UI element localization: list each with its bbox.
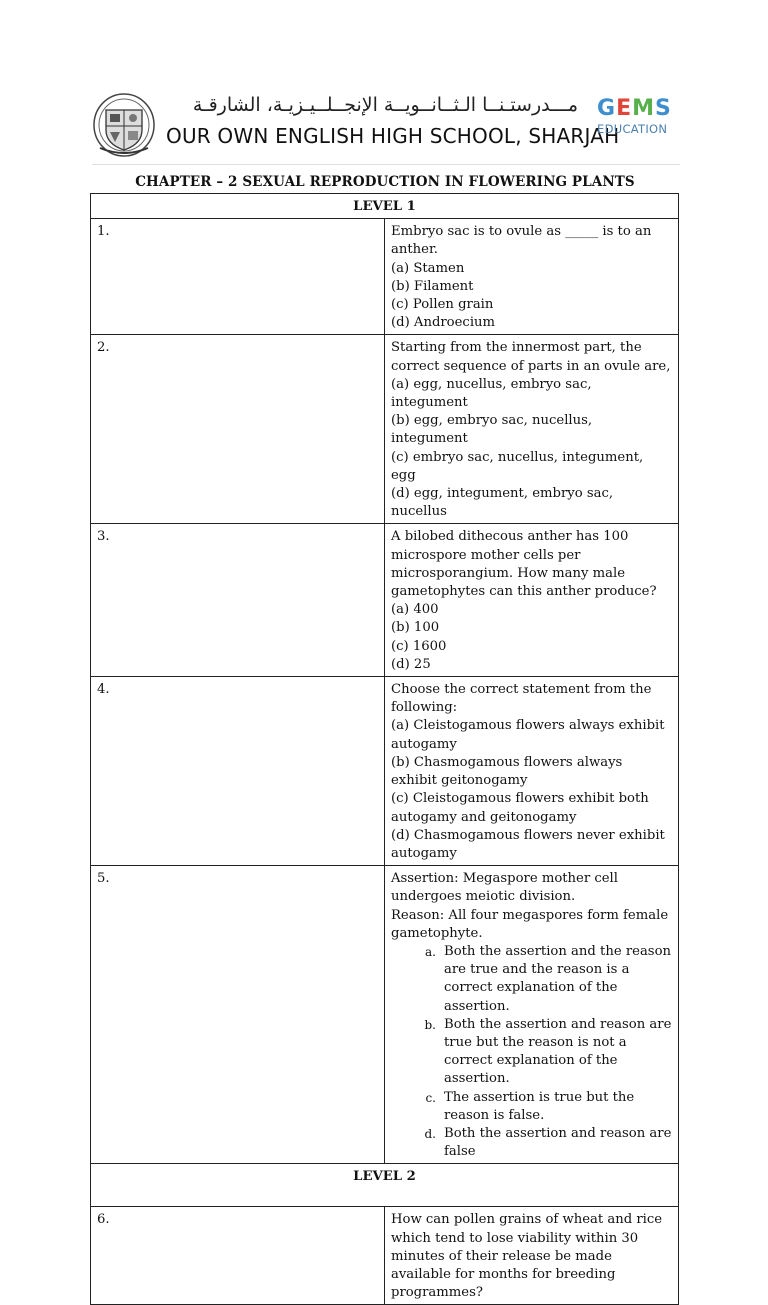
option-c: (c) 1600 xyxy=(391,638,447,654)
question-number: 3. xyxy=(91,524,385,677)
option-text: The assertion is true but the reason is false. xyxy=(444,1089,635,1123)
school-name: OUR OWN ENGLISH HIGH SCHOOL, SHARJAH xyxy=(166,124,620,148)
reason-text: Reason: All four megaspores form female gametophyte. xyxy=(391,907,669,941)
gems-subtitle: EDUCATION xyxy=(597,122,668,136)
gems-education-logo xyxy=(597,98,677,146)
question-row xyxy=(91,677,679,866)
option-b xyxy=(391,1016,672,1089)
question-text: A bilobed dithecous anther has 100 microspore mother cells per microsporangium. How many male gametophytes can this anther produce? xyxy=(391,529,657,600)
question-row xyxy=(91,219,679,335)
gems-letter-s: S xyxy=(655,96,671,121)
option-label: b. xyxy=(424,1017,436,1032)
option-b: (b) Filament xyxy=(391,278,474,294)
assertion-text: Assertion: Megaspore mother cell undergoes meiotic division. xyxy=(391,871,618,905)
question-body xyxy=(385,866,679,1164)
question-body xyxy=(385,1207,679,1305)
option-c xyxy=(391,1089,672,1125)
question-number: 2. xyxy=(91,335,385,524)
level-1-heading: LEVEL 1 xyxy=(91,194,679,219)
option-label: c. xyxy=(425,1090,436,1105)
question-row xyxy=(91,335,679,524)
school-header xyxy=(92,88,682,164)
option-c: (c) Pollen grain xyxy=(391,297,494,313)
question-body xyxy=(385,524,679,677)
gems-letter-e: E xyxy=(616,96,632,121)
level-row xyxy=(91,194,679,219)
option-text: Both the assertion and reason are true but the reason is not a correct explanation of the assertion. xyxy=(444,1016,672,1087)
header-divider xyxy=(92,164,680,165)
question-row xyxy=(91,866,679,1164)
option-text: Both the assertion and reason are false xyxy=(444,1125,672,1160)
level-row xyxy=(91,1164,679,1207)
option-label: a. xyxy=(425,944,436,959)
question-text: Starting from the innermost part, the correct sequence of parts in an ovule are, xyxy=(391,340,671,374)
school-crest-logo xyxy=(92,92,156,158)
option-d: (d) egg, integument, embryo sac, nucellus xyxy=(391,486,614,520)
question-number: 4. xyxy=(91,677,385,866)
question-body xyxy=(385,335,679,524)
option-d: (d) Chasmogamous flowers never exhibit autogamy xyxy=(391,827,665,861)
question-text: Embryo sac is to ovule as _____ is to an anther. xyxy=(391,224,652,258)
option-d: (d) Androecium xyxy=(391,315,496,331)
option-b: (b) Chasmogamous flowers always exhibit geitonogamy xyxy=(391,754,623,789)
option-a: (a) egg, nucellus, embryo sac, integument xyxy=(391,376,592,411)
option-a: (a) 400 xyxy=(391,602,439,618)
question-number: 1. xyxy=(91,219,385,335)
option-a: (a) Stamen xyxy=(391,260,465,276)
chapter-title: CHAPTER – 2 SEXUAL REPRODUCTION IN FLOWERING PLANTS xyxy=(135,174,635,190)
question-body xyxy=(385,677,679,866)
option-d xyxy=(391,1125,672,1161)
gems-letter-g: G xyxy=(597,96,616,121)
option-c: (c) embryo sac, nucellus, integument, egg xyxy=(391,449,644,483)
school-name-arabic: مـــدرستـنــا الـثــانــويــة الإنجــلــيـزيـة، الشارقـة xyxy=(192,94,578,116)
question-text: Choose the correct statement from the following: xyxy=(391,682,652,716)
option-label: d. xyxy=(424,1126,436,1141)
question-row xyxy=(91,1207,679,1305)
option-b: (b) 100 xyxy=(391,620,440,636)
assertion-options xyxy=(391,943,672,1161)
gems-letter-m: M xyxy=(632,96,654,121)
question-table xyxy=(90,193,679,1305)
option-a xyxy=(391,943,672,1016)
question-body xyxy=(385,219,679,335)
option-c: (c) Cleistogamous flowers exhibit both autogamy and geitonogamy xyxy=(391,791,649,825)
question-number: 5. xyxy=(91,866,385,1164)
option-d: (d) 25 xyxy=(391,656,431,672)
question-text: How can pollen grains of wheat and rice which tend to lose viability within 30 minutes of their release be made available for months for breeding programmes? xyxy=(391,1212,663,1301)
level-2-heading: LEVEL 2 xyxy=(91,1164,679,1207)
option-b: (b) egg, embryo sac, nucellus, integument xyxy=(391,413,593,447)
question-row xyxy=(91,524,679,677)
question-number: 6. xyxy=(91,1207,385,1305)
option-text: Both the assertion and the reason are true and the reason is a correct explanation of the assertion. xyxy=(444,943,672,1014)
option-a: (a) Cleistogamous flowers always exhibit autogamy xyxy=(391,718,665,752)
